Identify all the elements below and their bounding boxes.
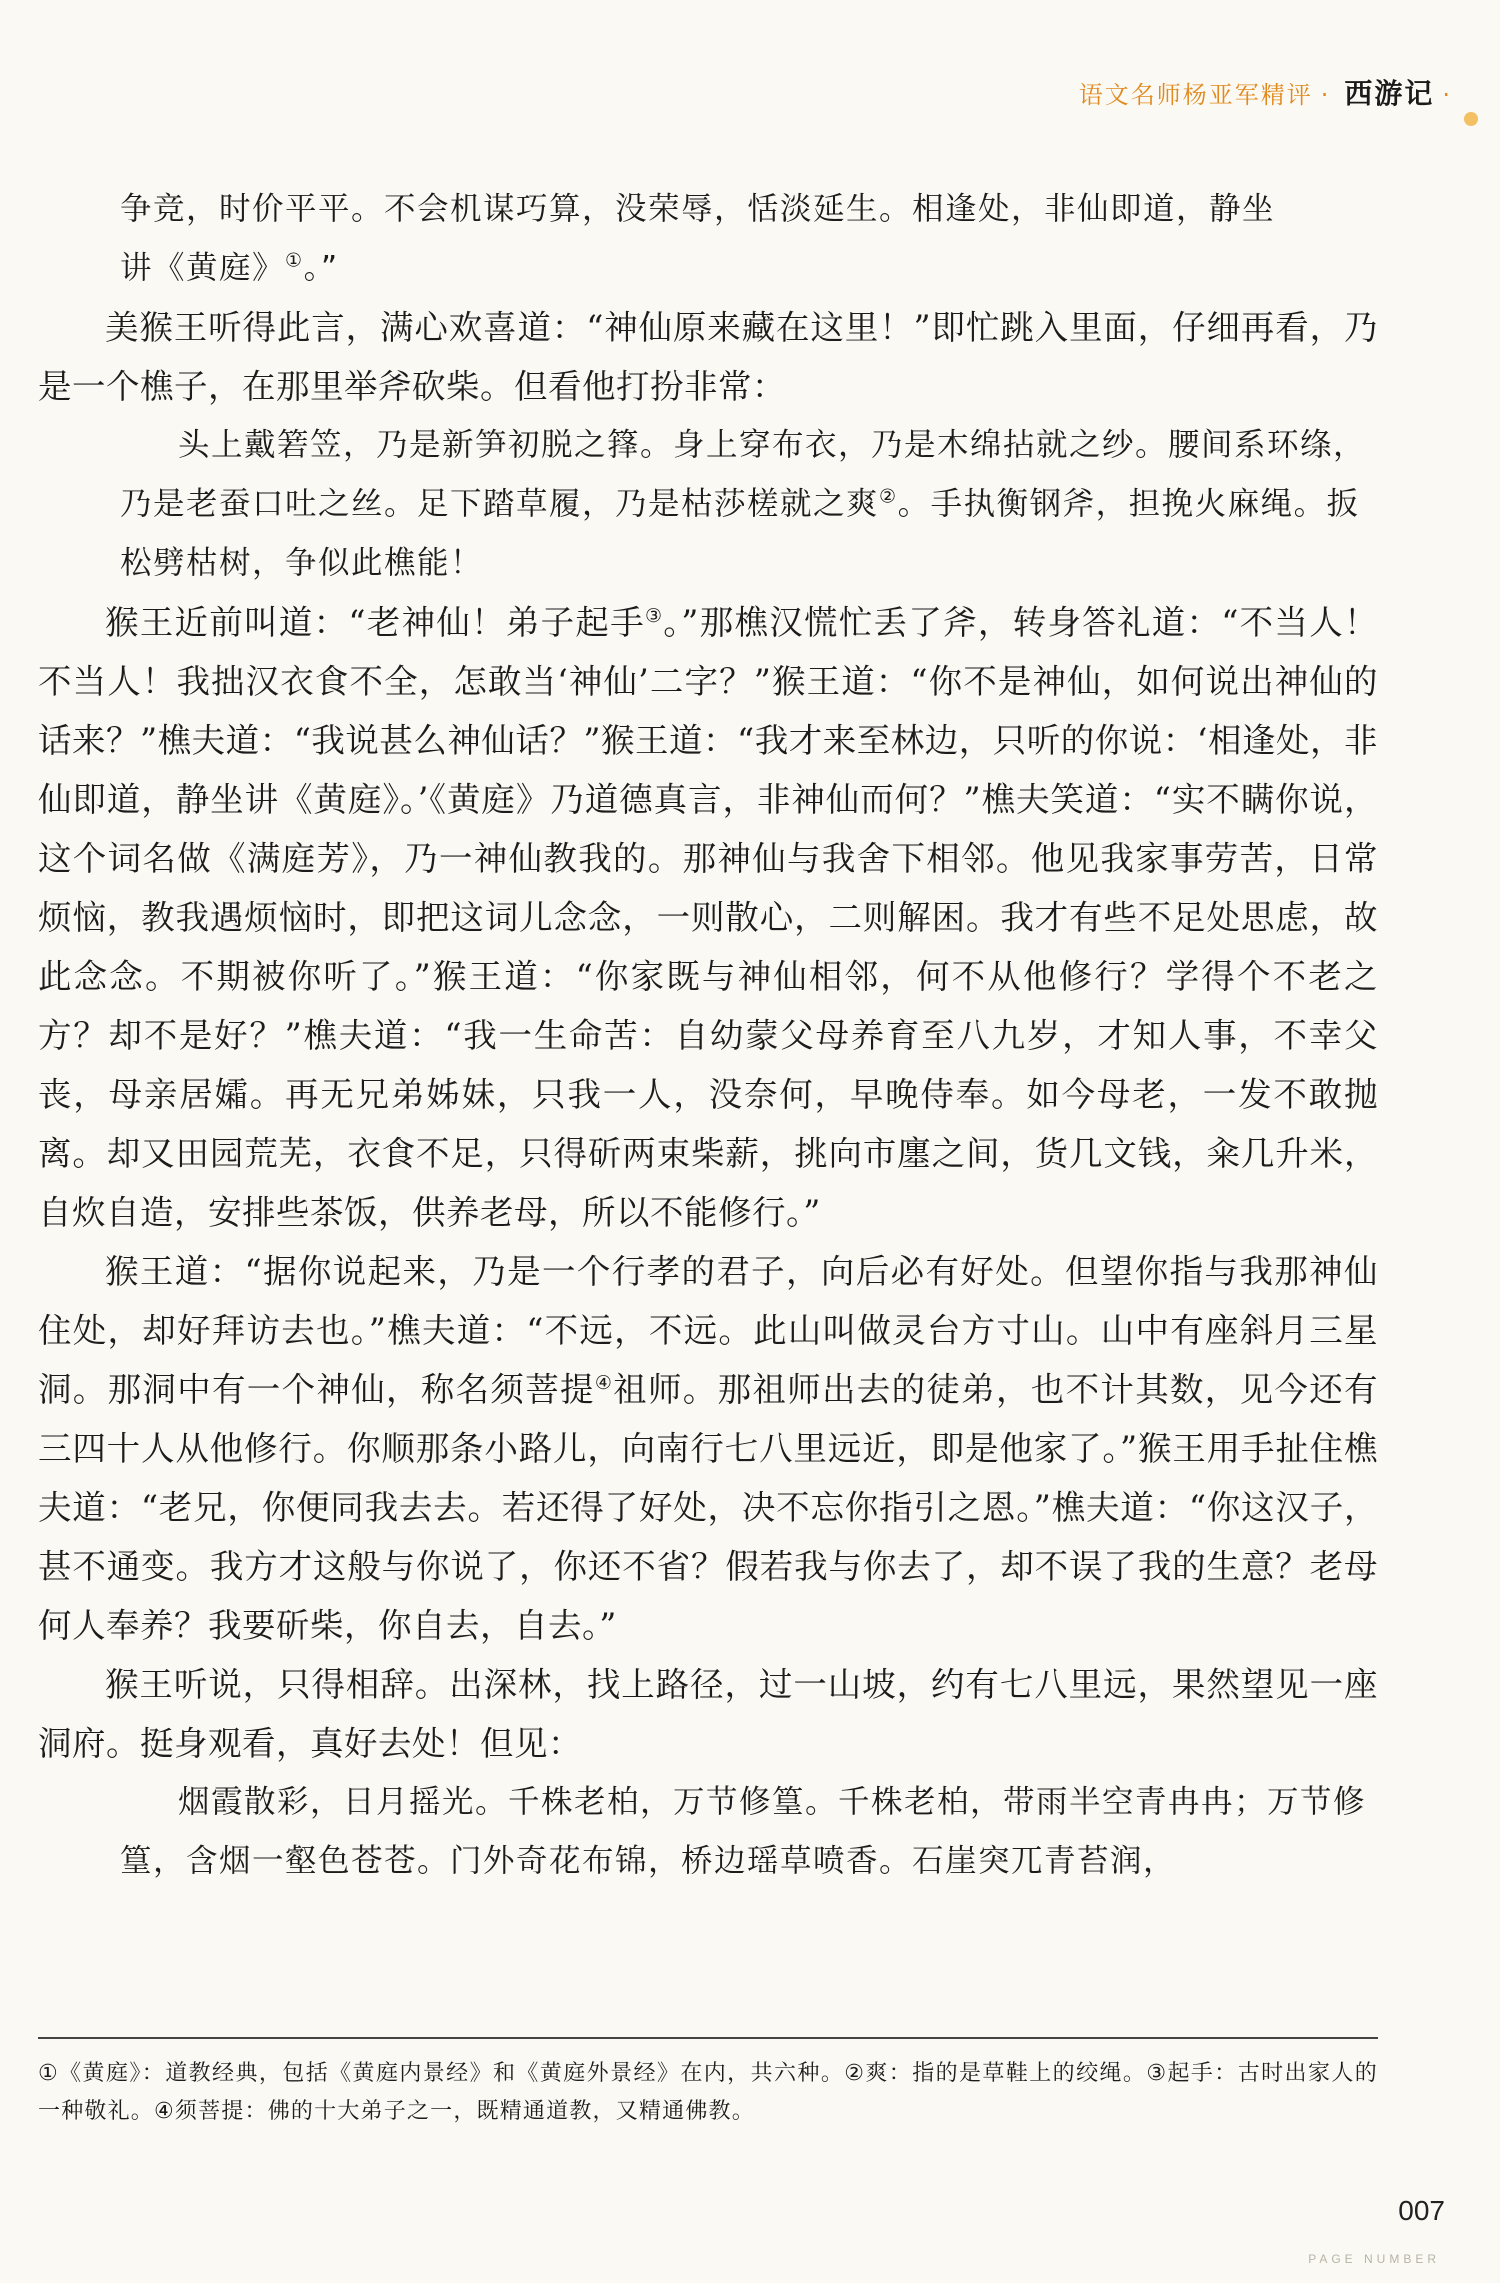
corner-decoration — [1464, 112, 1478, 126]
footnote-marker: ③ — [644, 604, 664, 627]
paragraph-text: 猴王近前叫道：“老神仙！弟子起手 — [105, 603, 645, 642]
paragraph-text: 祖师。那祖师出去的徒弟，也不计其数，见今还有三四十人从他修行。你顺那条小路儿，向南行七八里远近，即是他家了。”猴王用手扯住樵夫道：“老兄，你便同我去去。若还得了好处，决不忘你指引之恩。”樵夫道：“你这汉子，甚不通变。我方才这般与你说了，你还不省？假若我与你去了，却不误了我的生意？老母何人奉养？我要斫柴，你自去，自去。” — [38, 1370, 1379, 1645]
running-header — [1079, 72, 1460, 112]
paragraph-text: 。”那樵汉慌忙丢了斧，转身答礼道：“不当人！不当人！我拙汉衣食不全，怎敢当‘神仙’二字？”猴王道：“你不是神仙，如何说出神仙的话来？”樵夫道：“我说甚么神仙话？”猴王道：“我才来至林边，只听的你说：‘相逢处，非仙即道，静坐讲《黄庭》。’《黄庭》乃道德真言，非神仙而何？”樵夫笑道：“实不瞒你说，这个词名做《满庭芳》，乃一神仙教我的。那神仙与我舍下相邻。他见我家事劳苦，日常烦恼，教我遇烦恼时，即把这词儿念念，一则散心，二则解困。我才有些不足处思虑，故此念念。不期被你听了。”猴王道：“你家既与神仙相邻，何不从他修行？学得个不老之方？却不是好？”樵夫道：“我一生命苦：自幼蒙父母养育至八九岁，才知人事，不幸父丧，母亲居孀。再无兄弟姊妹，只我一人，没奈何，早晚侍奉。如今母老，一发不敢抛离。却又田园荒芜，衣食不足，只得斫两束柴薪，挑向市廛之间，货几文钱，籴几升米，自炊自造，安排些茶饭，供养老母，所以不能修行。” — [38, 603, 1378, 1232]
footnote-marker: ② — [879, 485, 898, 508]
paragraph: 猴王听说，只得相辞。出深林，找上路径，过一山坡，约有七八里远，果然望见一座洞府。挺身观看，真好去处！但见： — [38, 1665, 1378, 1763]
series-title: 语文名师杨亚军精评 — [1078, 81, 1313, 109]
footnote-divider — [38, 2037, 1378, 2039]
verse-block: 烟霞散彩，日月摇光。千株老柏，万节修篁。千株老柏，带雨半空青冉冉；万节修篁，含烟一壑色苍苍。门外奇花布锦，桥边瑶草喷香。石崖突兀青苔润， — [120, 1784, 1367, 1879]
paragraph-text: 猴王道：“据你说起来，乃是一个行孝的君子，向后必有好处。但望你指与我那神仙住处，却好拜访去也。”樵夫道：“不远，不远。此山叫做灵台方寸山。山中有座斜月三星洞。那洞中有一个神仙，称名须菩提 — [38, 1252, 1378, 1409]
page-number: 007 — [1398, 2195, 1445, 2226]
page-number-label: PAGE NUMBER — [1308, 2252, 1440, 2266]
verse-line: 讲《黄庭》 — [120, 250, 286, 286]
verse-text: 头上戴箬笠，乃是新笋初脱之箨。身上穿布衣，乃是木绵拈就之纱。腰间系环绦，乃是老蚕口吐之丝。足下踏草履，乃是枯莎槎就之爽 — [120, 427, 1367, 522]
verse-line-end: 。” — [303, 250, 339, 286]
footnote-marker: ④ — [594, 1371, 614, 1394]
paragraph — [38, 1242, 1378, 1655]
header-trailing-dot: · — [1442, 81, 1452, 109]
main-text — [38, 180, 1378, 1891]
footnote-marker: ① — [285, 249, 304, 272]
paragraph — [38, 593, 1378, 1242]
footnotes: ①《黄庭》：道教经典，包括《黄庭内景经》和《黄庭外景经》在内，共六种。②爽：指的是草鞋上的绞绳。③起手：古时出家人的一种敬礼。④须菩提：佛的十大弟子之一，既精通道教，又精通佛教。 — [38, 2061, 1378, 2124]
verse-text: 。手执衡钢斧，担挽火麻绳。扳松劈枯树，争似此樵能！ — [120, 486, 1360, 581]
paragraph: 美猴王听得此言，满心欢喜道：“神仙原来藏在这里！”即忙跳入里面，仔细再看，乃是一个樵子，在那里举斧砍柴。但看他打扮非常： — [38, 308, 1378, 406]
header-separator: · — [1320, 81, 1331, 109]
verse-line: 争竞，时价平平。不会机谋巧算，没荣辱，恬淡延生。相逢处，非仙即道，静坐 — [120, 191, 1276, 227]
verse-continuation — [38, 180, 1378, 298]
book-title: 西游记 — [1344, 77, 1435, 110]
verse-block — [38, 416, 1378, 593]
